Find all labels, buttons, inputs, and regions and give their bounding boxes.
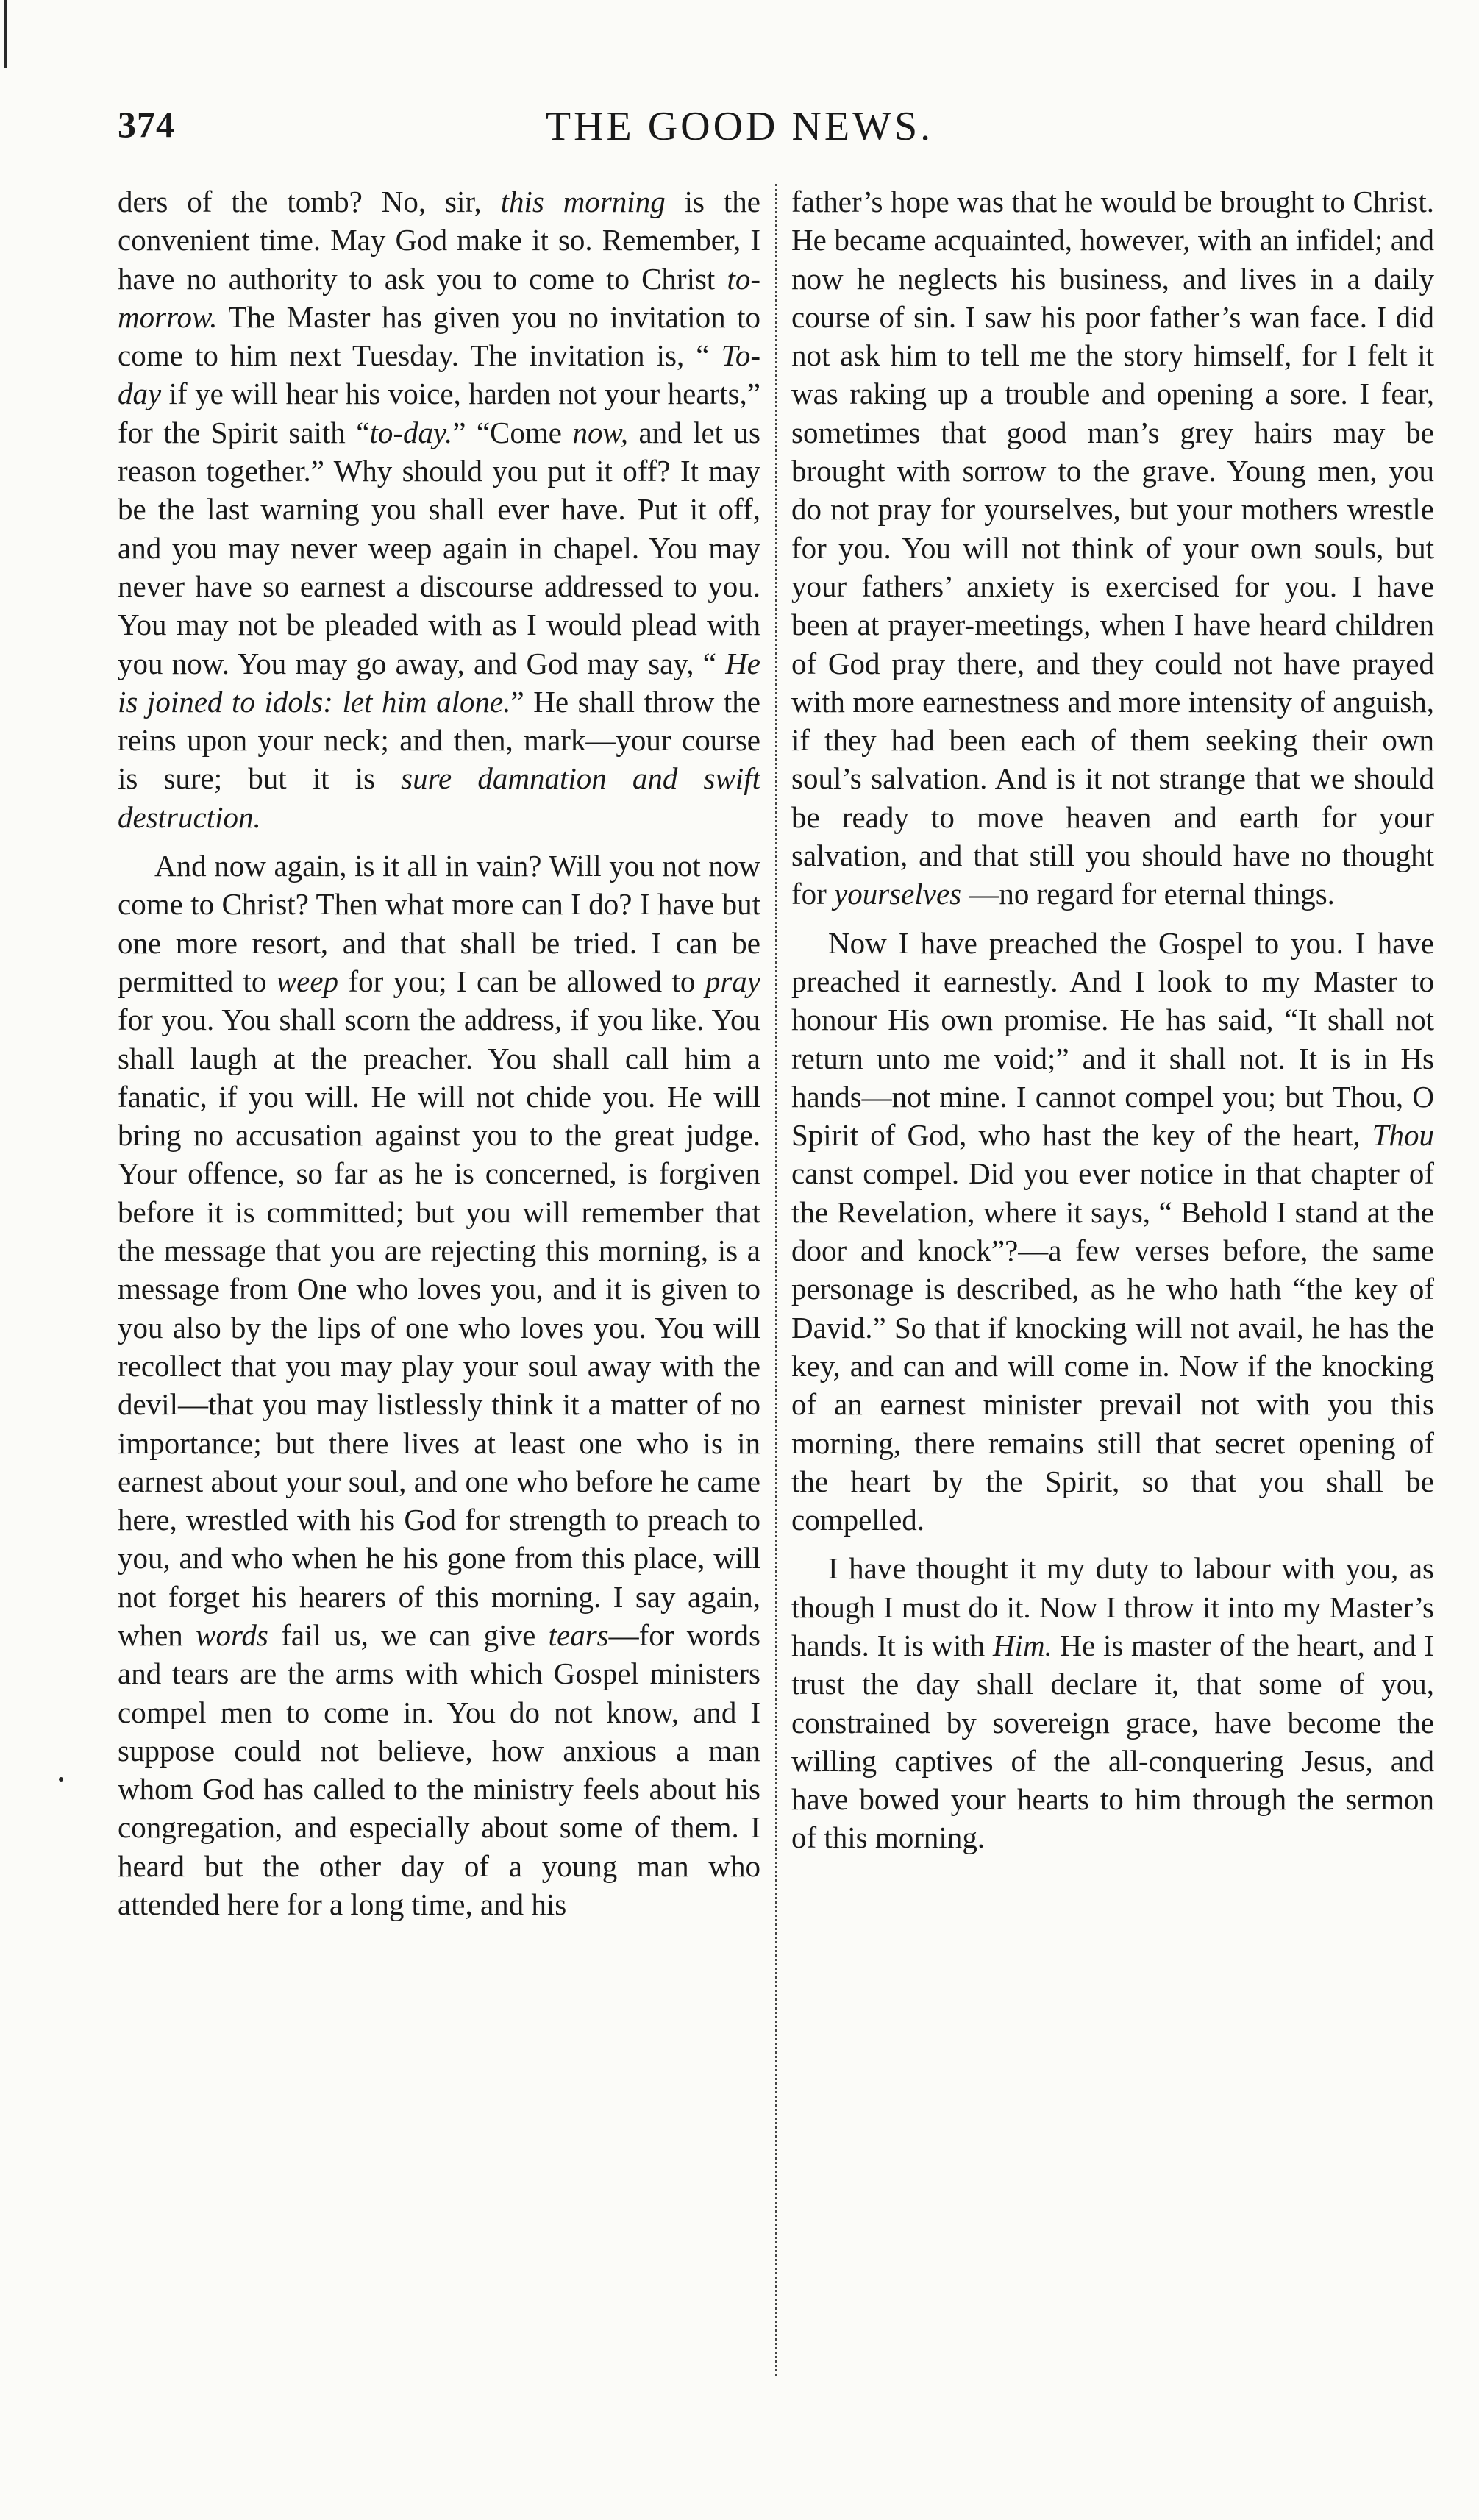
italic-run: to-day. [369, 415, 453, 449]
text-run: He is master of the heart, and I trust the day shall declare it, that some of you, constrained by sovereign grace, have become the willing captives of the all-conquering Jesus, and have bowed your hearts to him through the sermon of this morning. [791, 1628, 1434, 1855]
text-run: ” He shall throw the reins upon your neck; and then, mark—your course is sure; but it is [118, 684, 760, 796]
text-run: I have thought it my duty to labour with you, as though I must do it. Now I throw it into my Master’s hands. It is with [791, 1551, 1434, 1662]
text-run: if ye will hear his voice, harden not your hearts,” for the Spirit saith “ [118, 377, 760, 449]
italic-run: this morning [500, 185, 666, 218]
italic-run: weep [276, 964, 339, 998]
text-run: The Master has given you no invitation to come to him next Tuesday. The invitation is, “ [118, 299, 760, 373]
italic-run: to-morrow. [118, 261, 760, 334]
italic-run: He is joined to idols: let him alone. [118, 646, 760, 719]
text-run: for you; I can be allowed to [338, 964, 705, 998]
italic-run: Thou [1372, 1118, 1434, 1153]
column-divider [775, 184, 777, 2376]
paragraph-left-2 [118, 847, 760, 1923]
stray-ink-dot [59, 1777, 63, 1782]
text-run: is the convenient time. May God make it so. Remember, I have no authority to ask you to come to Christ [118, 185, 760, 296]
italic-run: sure damnation and swift destruction. [118, 761, 760, 834]
paragraph-right-1 [791, 182, 1434, 914]
page-header [0, 103, 1479, 154]
italic-run: tears [548, 1617, 609, 1652]
italic-run: pray [705, 964, 760, 998]
text-run: —for words and tears are the arms with which Gospel ministers compel men to come in. You do not know, and I suppose could not believe, how anxious a man whom God has called to the ministry feels about his congregation, and especially about some of them. I heard but the other day of a young man who attended here for a long time, and his [118, 1617, 760, 1922]
text-run: canst compel. Did you ever notice in that chapter of the Revelation, where it says, “ Behold I stand at the door and knock”?—a few verses before, the same personage is described, as he who hath “the key of David.” So that if knocking will not avail, he has the key, and can and will come in. Now if the knocking of an earnest minister prevail not with you this morning, there remains still that secret opening of the heart by the Spirit, so that you shall be compelled. [791, 1156, 1434, 1537]
text-run: fail us, we can give [268, 1617, 549, 1652]
text-run: for you. You shall scorn the address, if you like. You shall laugh at the preacher. You shall call him a fanatic, if you will. He will not chide you. He will bring no accusation against you to the great judge. Your offence, so far as he is concerned, is forgiven before it is committed; but you will remember that the message that you are rejecting this morning, is a message from One who loves you, and it is given to you also by the lips of one who loves you. You will recollect that you may play your soul away with the devil—that you may listlessly think it a matter of no importance; but there lives at least one who is in earnest about your soul, and one who before he came here, wrestled with his God for strength to preach to you, and who when he his gone from this place, will not forget his hearers of this morning. I say again, when [118, 1003, 760, 1652]
text-run: —no regard for eternal things. [961, 877, 1335, 911]
text-run: Now I have preached the Gospel to you. I have preached it earnestly. And I look to my Master to honour His own promise. He has said, “It shall not return unto me void;” and it shall not. It is in Hs hands—not mine. I cannot compel you; but Thou, O Spirit of God, who hast the key of the heart, [791, 925, 1434, 1153]
page-edge-mark [4, 0, 7, 68]
italic-run: yourselves [834, 877, 962, 911]
right-column [791, 182, 1434, 2374]
text-run: ders of the tomb? No, sir, [118, 185, 501, 218]
paragraph-right-3 [791, 1549, 1434, 1857]
italic-run: Him. [992, 1628, 1052, 1662]
left-column [118, 182, 760, 2374]
text-run: And now again, is it all in vain? Will you not now come to Christ? Then what more can I do? I have but one more resort, and that shall be tried. I can be permitted to [118, 849, 760, 998]
text-run: father’s hope was that he would be brought to Christ. He became acquainted, however, with an infidel; and now he neglects his business, and lives in a daily course of sin. I saw his poor father’s wan face. I did not ask him to tell me the story himself, for I felt it was raking up a trouble and opening a sore. I fear, sometimes that good man’s grey hairs may be brought with sorrow to the grave. Young men, you do not pray for yourselves, but your mothers wrestle for you. You will not think of your own souls, but your fathers’ anxiety is exercised for you. I have been at prayer-meetings, when I have heard children of God pray there, and they could not have prayed with more earnestness and more intensity of anguish, if they had been each of them seeking their own soul’s salvation. And is it not strange that we should be ready to move heaven and earth for your salvation, and that still you should have no thought for [791, 185, 1434, 911]
paragraph-right-2 [791, 924, 1434, 1540]
page-number: 374 [118, 104, 175, 145]
italic-run: words [196, 1617, 268, 1652]
text-run: ” “Come [452, 415, 573, 449]
italic-run: To-day [118, 338, 760, 411]
text-run: and let us reason together.” Why should you put it off? It may be the last warning you shall ever have. Put it off, and you may never weep again in chapel. You may never have so earnest a discourse addressed to you. You may not be pleaded with as I would plead with you now. You may go away, and God may say, “ [118, 415, 760, 680]
paragraph-left-1 [118, 182, 760, 836]
italic-run: now, [572, 415, 628, 449]
running-title: THE GOOD NEWS. [545, 104, 934, 149]
